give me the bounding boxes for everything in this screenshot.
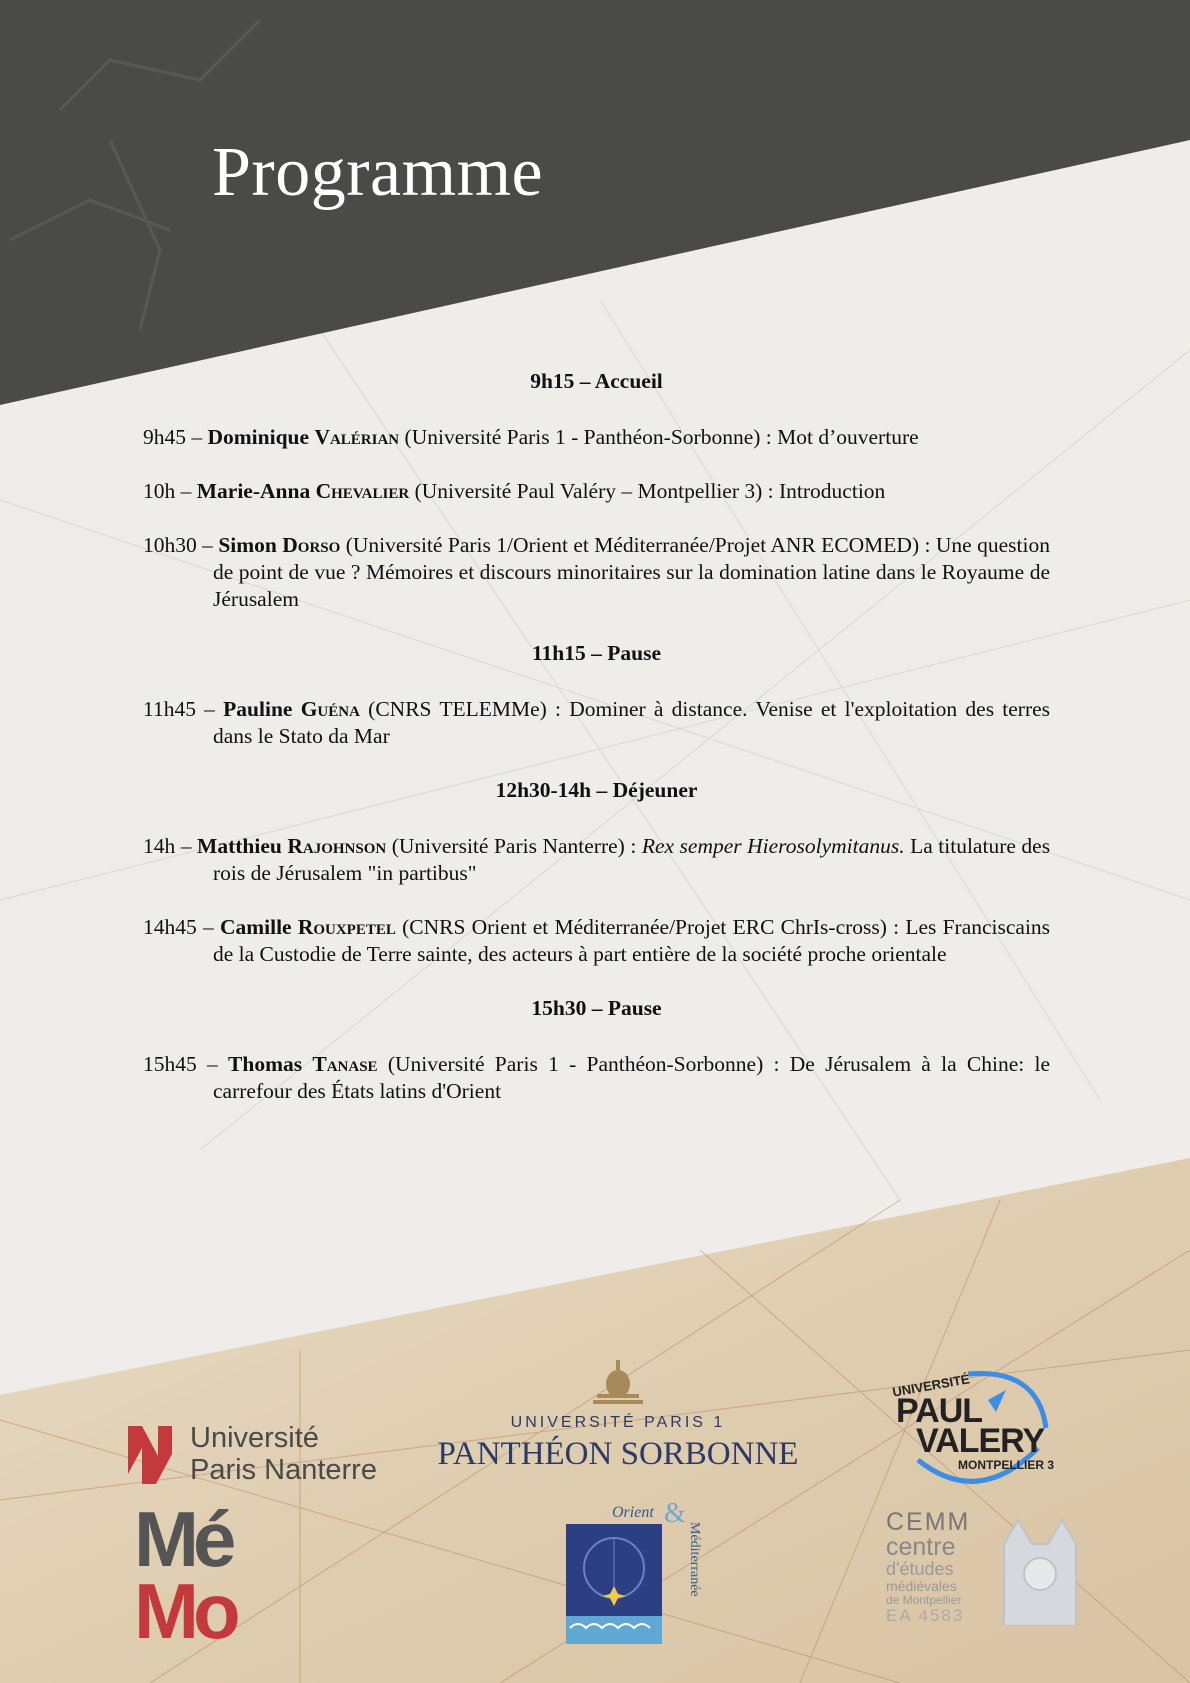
speaker-affiliation: (Université Paris Nanterre) : [391,834,637,858]
cemm-l2: centre [886,1533,956,1561]
program-break: 11h15 – Pause [531,641,662,665]
speaker-first-name: Marie-Anna [196,479,311,503]
page-title: Programme [212,134,544,211]
program-entry [143,532,1050,613]
astrolabe-wave-icon [566,1524,662,1644]
talk-title: Une question de point de vue ? Mémoires et discours minoritaires sur la domination latine dans le Royaume de Jérusalem [213,533,1050,611]
speaker-name [197,834,386,858]
speaker-name [220,915,396,939]
program-break: 9h15 – Accueil [530,369,663,393]
talk-title-rest: La titulature des rois de Jérusalem "in partibus" [213,834,1051,885]
logo-memo [134,1495,264,1660]
speaker-affiliation: (CNRS Orient et Méditerranée/Projet ERC ChrIs-cross) : [402,915,900,939]
valery-top: UNIVERSITÉ [891,1371,971,1400]
speaker-last-name: Valérian [314,425,400,449]
sorbonne-line1: UNIVERSITÉ PARIS 1 [510,1414,726,1431]
cathedral-icon [998,1514,1082,1626]
speaker-first-name: Pauline [223,697,293,721]
speaker-affiliation: (Université Paris 1 - Panthéon-Sorbonne) : [404,425,772,449]
valery-bottom: MONTPELLIER 3 [958,1458,1055,1472]
dome-icon [593,1360,643,1406]
program-entry [143,1051,1050,1105]
speaker-first-name: Matthieu [197,834,282,858]
speaker-last-name: Guéna [300,697,360,721]
cemm-l4: médiévales [886,1578,957,1594]
valery-paul: PAUL [896,1392,983,1430]
program-break: 15h30 – Pause [531,996,662,1020]
cemm-l1: CEMM [886,1508,971,1536]
speaker-name [228,1052,378,1076]
speaker-affiliation: (Université Paris 1/Orient et Méditerranée/Projet ANR ECOMED) : [345,533,931,557]
speaker-affiliation: (CNRS TELEMMe) : [368,697,562,721]
cemm-l5: de Montpellier [886,1593,962,1607]
entry-time: 9h45 – [143,425,203,449]
logo-paris-nanterre [128,1422,408,1492]
speaker-name [218,533,340,557]
nanterre-line1: Université [190,1422,319,1454]
program-break: 12h30-14h – Déjeuner [495,778,698,802]
logo-paul-valery [888,1368,1070,1490]
nanterre-line2: Paris Nanterre [190,1454,377,1486]
entry-time: 11h45 – [143,697,215,721]
speaker-last-name: Rajohnson [287,834,387,858]
entry-time: 14h45 – [143,915,214,939]
entry-time: 14h – [143,834,192,858]
speaker-name [208,425,400,449]
entry-time: 10h – [143,479,192,503]
program-entry [143,478,1050,505]
sorbonne-line2: PANTHÉON SORBONNE [437,1436,799,1472]
orient-word: Orient [612,1504,654,1521]
speaker-first-name: Simon [218,533,277,557]
talk-title: Introduction [779,479,886,503]
program-entry [143,424,1050,451]
cemm-l3: d'études [886,1559,954,1579]
valery-valery: VALERY [916,1422,1045,1460]
entry-time: 15h45 – [143,1052,218,1076]
talk-title: Dominer à distance. Venise et l'exploitation des terres dans le Stato da Mar [213,697,1051,748]
speaker-affiliation: (Université Paul Valéry – Montpellier 3) : [414,479,774,503]
speaker-last-name: Chevalier [315,479,410,503]
speaker-first-name: Thomas [228,1052,303,1076]
cemm-l6: EA 4583 [886,1606,965,1625]
nanterre-mark-icon [128,1426,174,1484]
orient-med-word: Méditerranée [687,1522,702,1597]
talk-title: Les Franciscains de la Custodie de Terre sainte, des acteurs à part entière de la société proche orientale [213,915,1051,966]
program-entry [143,914,1050,968]
program-entry [143,833,1050,887]
logo-pantheon-sorbonne [420,1360,816,1480]
logo-orient-mediterranee [560,1498,702,1644]
speaker-first-name: Camille [219,915,292,939]
memo-line2: Mo [134,1567,235,1655]
logo-cemm [886,1510,1086,1628]
speaker-last-name: Tanase [312,1052,378,1076]
memo-line1: Mé [134,1495,231,1583]
speaker-name [223,697,360,721]
talk-title: De Jérusalem à la Chine: le carrefour des États latins d'Orient [213,1052,1051,1103]
speaker-last-name: Dorso [282,533,341,557]
program-list [143,368,1050,1132]
program-entry [143,696,1050,750]
speaker-last-name: Rouxpetel [297,915,396,939]
speaker-first-name: Dominique [207,425,310,449]
entry-time: 10h30 – [143,533,213,557]
talk-title-italic: Rex semper Hierosolymitanus. [641,834,905,858]
talk-title: Mot d’ouverture [777,425,919,449]
speaker-name [197,479,409,503]
speaker-affiliation: (Université Paris 1 - Panthéon-Sorbonne) : [387,1052,780,1076]
orient-amp: & [664,1498,686,1529]
